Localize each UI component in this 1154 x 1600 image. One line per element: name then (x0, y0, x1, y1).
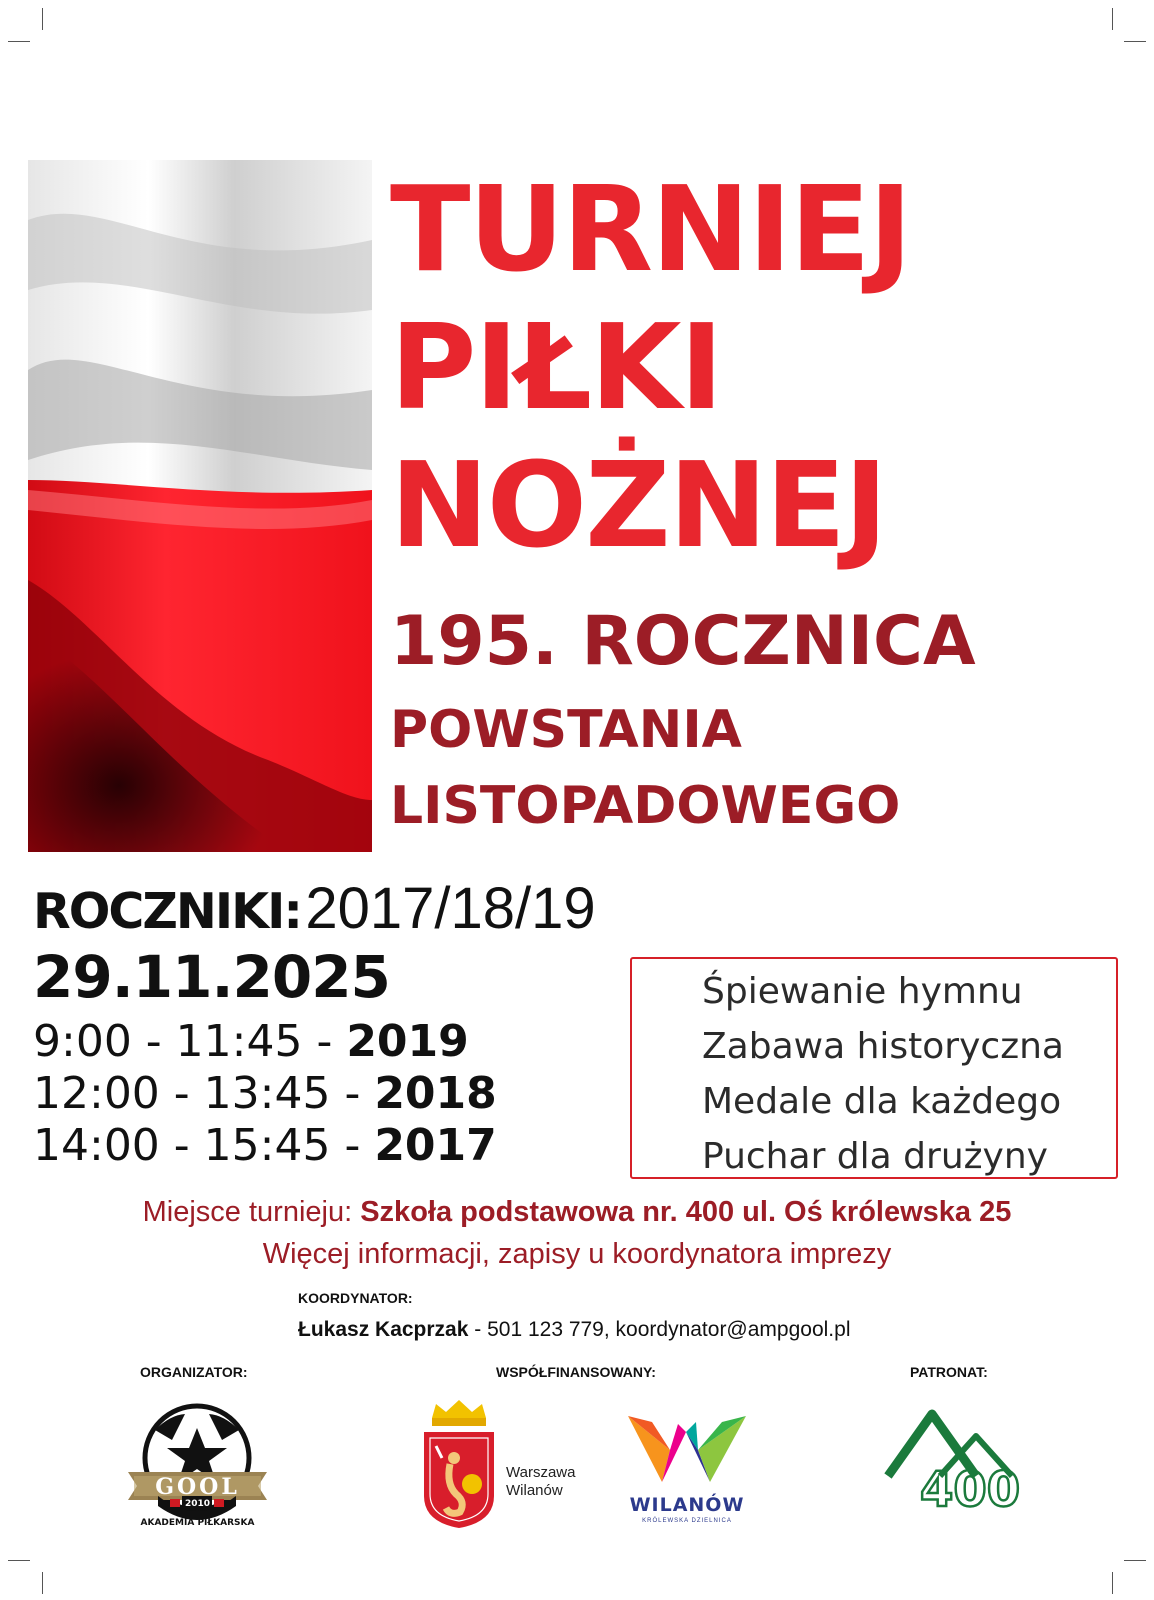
schedule-time: 12:00 - 13:45 - (33, 1068, 375, 1119)
schedule-row (33, 1016, 469, 1067)
warszawa-crest-logo (420, 1398, 498, 1530)
attraction-item: Medale dla każdego (702, 1081, 1062, 1122)
age-groups-label: ROCZNIKI: (33, 883, 301, 940)
school-number: 400 (920, 1462, 1021, 1516)
crop-mark (8, 41, 30, 42)
organizer-label: ORGANIZATOR: (140, 1364, 248, 1380)
crop-mark (1124, 1560, 1146, 1561)
crop-mark (42, 8, 43, 30)
wilanow-name: WILANÓW (629, 1494, 745, 1516)
wilanow-subtitle: KRÓLEWSKA DZIELNICA (642, 1518, 732, 1524)
gool-name: GOOL (155, 1474, 240, 1500)
event-date: 29.11.2025 (33, 943, 390, 1011)
subtitle-line-1: 195. ROCZNICA (390, 602, 976, 681)
schedule-row (33, 1120, 497, 1171)
coordinator-contact (298, 1318, 850, 1342)
crop-mark (1124, 41, 1146, 42)
venue-label: Miejsce turnieju: (142, 1196, 361, 1228)
patronage-label: PATRONAT: (910, 1364, 988, 1380)
attractions-box (630, 957, 1118, 1179)
age-groups (33, 876, 596, 941)
schedule-year: 2019 (346, 1016, 469, 1067)
coordinator-details: - 501 123 779, koordynator@ampgool.pl (468, 1318, 851, 1341)
school-400-logo (880, 1406, 1030, 1516)
venue-place: Szkoła podstawowa nr. 400 ul. Oś królewska 25 (360, 1196, 1012, 1228)
warszawa-line: Warszawa (506, 1464, 576, 1481)
schedule-year: 2017 (374, 1120, 497, 1171)
schedule-time: 9:00 - 11:45 - (33, 1016, 347, 1067)
attraction-item: Zabawa historyczna (702, 1026, 1064, 1067)
gool-academy-logo (110, 1400, 285, 1540)
coordinator-name: Łukasz Kacprzak (298, 1318, 469, 1341)
crop-mark (42, 1572, 43, 1594)
coordinator-label: KOORDYNATOR: (298, 1290, 413, 1306)
crop-mark (1112, 1572, 1113, 1594)
attraction-item: Śpiewanie hymnu (702, 971, 1023, 1012)
subtitle-line-3: LISTOPADOWEGO (390, 776, 901, 836)
subtitle-line-2: POWSTANIA (390, 700, 742, 760)
cofinanced-label: WSPÓŁFINANSOWANY: (496, 1364, 656, 1380)
wilanow-line: Wilanów (506, 1482, 563, 1499)
title-line-1: TURNIEJ (390, 160, 911, 298)
venue-line (0, 1196, 1154, 1229)
crop-mark (8, 1560, 30, 1561)
gool-year: 2010 (184, 1499, 211, 1509)
crop-mark (1112, 8, 1113, 30)
polish-flag-image (28, 160, 372, 852)
title-line-3: NOŻNEJ (390, 436, 886, 574)
warszawa-wilanow-text (506, 1464, 575, 1500)
title-line-2: PIŁKI (390, 298, 722, 436)
gool-subtitle: AKADEMIA PIŁKARSKA (140, 1518, 255, 1528)
attraction-item: Puchar dla drużyny (702, 1136, 1048, 1177)
more-info-line: Więcej informacji, zapisy u koordynatora imprezy (262, 1238, 892, 1270)
schedule-time: 14:00 - 15:45 - (33, 1120, 375, 1171)
age-groups-value: 2017/18/19 (305, 876, 596, 941)
schedule-year: 2018 (374, 1068, 497, 1119)
wilanow-district-logo (622, 1412, 752, 1532)
schedule-row (33, 1068, 497, 1119)
